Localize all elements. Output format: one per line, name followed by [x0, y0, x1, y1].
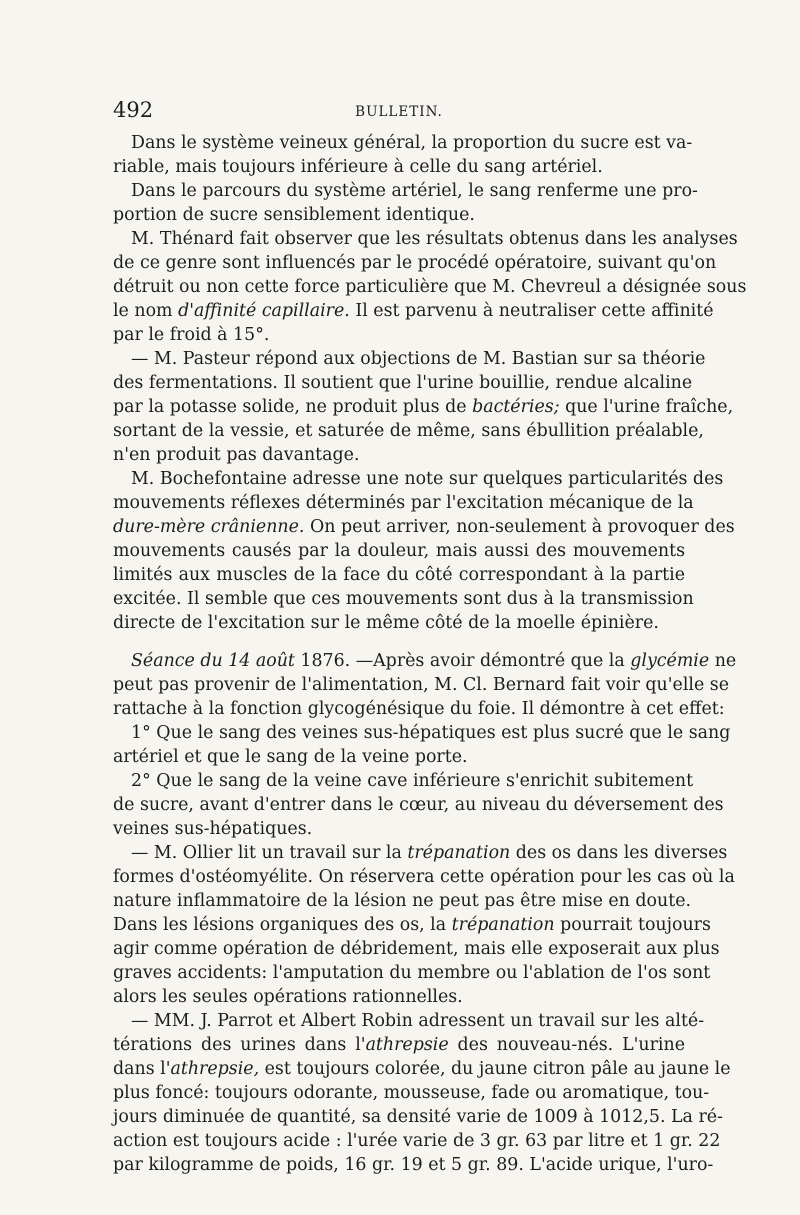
- italic-text: d'affinité capillaire.: [178, 301, 350, 321]
- text-line: [113, 889, 692, 913]
- text-span: mouvements réflexes déterminés par l'excitation mécanique de la: [113, 493, 694, 513]
- text-line: [113, 649, 737, 673]
- text-span: jours diminuée de quantité, sa densité varie de 1009 à 1012,5. La ré-: [113, 1107, 723, 1127]
- text-span: excitée. Il semble que ces mouvements sont dus à la transmission: [113, 589, 694, 609]
- text-span: nature inflammatoire de la lésion ne peut pas être mise en doute.: [113, 891, 692, 911]
- text-span: des fermentations. Il soutient que l'urine bouillie, rendue alcaline: [113, 373, 693, 393]
- text-span: veines sus-hépatiques.: [113, 819, 313, 839]
- text-line: [113, 985, 685, 1009]
- text-line: [113, 587, 694, 611]
- italic-text: glycémie: [630, 651, 710, 671]
- text-span: est toujours colorée, du jaune citron pâle au jaune le: [259, 1059, 731, 1079]
- text-line: [113, 539, 685, 563]
- text-line: [113, 611, 685, 635]
- text-span: de sucre, avant d'entrer dans le cœur, au niveau du déversement des: [113, 795, 724, 815]
- text-span: 2° Que le sang de la veine cave inférieure s'enrichit subitement: [131, 771, 694, 791]
- text-line: [113, 299, 714, 323]
- text-line: [113, 371, 693, 395]
- text-span: riable, mais toujours inférieure à celle du sang artériel.: [113, 157, 603, 177]
- text-span: détruit ou non cette force particulière que M. Chevreul a désignée sous: [113, 277, 747, 297]
- running-title: BULLETIN.: [355, 104, 443, 120]
- text-line: [113, 491, 694, 515]
- text-span: limités aux muscles de la face du côté correspondant à la partie: [113, 565, 685, 585]
- text-line: [113, 721, 731, 745]
- text-line: [113, 563, 685, 587]
- text-line: [113, 251, 717, 275]
- page-header: [113, 98, 685, 126]
- text-line: [113, 1129, 721, 1153]
- italic-text: bactéries;: [472, 397, 560, 417]
- text-line: [113, 1057, 731, 1081]
- text-line: [113, 841, 728, 865]
- text-line: [113, 1153, 714, 1177]
- text-line: [113, 913, 711, 937]
- text-line: [113, 1081, 710, 1105]
- text-line: [113, 865, 735, 889]
- text-span: Dans le parcours du système artériel, le sang renferme une pro-: [131, 181, 698, 201]
- text-span: — MM. J. Parrot et Albert Robin adressent un travail sur les alté-: [131, 1011, 705, 1031]
- text-span: par la potasse solide, ne produit plus de: [113, 397, 473, 417]
- text-line: [113, 179, 698, 203]
- text-span: de ce genre sont influencés par le procédé opératoire, suivant qu'on: [113, 253, 717, 273]
- text-span: n'en produit pas davantage.: [113, 445, 360, 465]
- text-line: [113, 1009, 705, 1033]
- text-span: des os dans les diverses: [510, 843, 728, 863]
- section-gap: [113, 635, 685, 649]
- text-span: plus foncé: toujours odorante, mousseuse, fade ou aromatique, tou-: [113, 1083, 710, 1103]
- text-span: M. Bochefontaine adresse une note sur quelques particularités des: [131, 469, 724, 489]
- text-line: [113, 419, 704, 443]
- text-line: [113, 323, 685, 347]
- text-span: agir comme opération de débridement, mais elle exposerait aux plus: [113, 939, 720, 959]
- italic-text: dure-mère crânienne.: [113, 517, 305, 537]
- text-span: On peut arriver, non-seulement à provoquer des: [304, 517, 735, 537]
- text-line: [113, 673, 729, 697]
- text-span: — M. Ollier lit un travail sur la: [131, 843, 408, 863]
- text-span: artériel et que le sang de la veine porte.: [113, 747, 468, 767]
- text-span: Il est parvenu à neutraliser cette affinité: [349, 301, 714, 321]
- text-line: [113, 793, 724, 817]
- text-line: [113, 515, 735, 539]
- text-line: [113, 131, 693, 155]
- text-span: Dans le système veineux général, la proportion du sucre est va-: [131, 133, 693, 153]
- italic-text: athrepsie,: [170, 1059, 260, 1079]
- text-span: ne: [709, 651, 737, 671]
- text-span: le nom: [113, 301, 179, 321]
- text-line: [113, 275, 747, 299]
- text-span: 1° Que le sang des veines sus-hépatiques est plus sucré que le sang: [131, 723, 731, 743]
- text-line: [113, 937, 720, 961]
- text-line: [113, 467, 724, 491]
- text-span: dans l': [113, 1059, 171, 1079]
- text-span: — M. Pasteur répond aux objections de M. Bastian sur sa théorie: [131, 349, 706, 369]
- text-line: [113, 203, 685, 227]
- text-span: Dans les lésions organiques des os, la: [113, 915, 452, 935]
- text-span: graves accidents: l'amputation du membre ou l'ablation de l'os sont: [113, 963, 711, 983]
- text-line: [113, 961, 711, 985]
- text-span: 1876. —Après avoir démontré que la: [294, 651, 631, 671]
- text-span: rattache à la fonction glycogénésique du foie. Il démontre à cet effet:: [113, 699, 725, 719]
- text-line: [113, 227, 738, 251]
- text-span: pourrait toujours: [554, 915, 711, 935]
- text-span: que l'urine fraîche,: [559, 397, 734, 417]
- text-span: par kilogramme de poids, 16 gr. 19 et 5 gr. 89. L'acide urique, l'uro-: [113, 1155, 714, 1175]
- text-span: portion de sucre sensiblement identique.: [113, 205, 475, 225]
- italic-text: athrepsie: [365, 1035, 449, 1055]
- text-line: [113, 347, 706, 371]
- text-span: térations des urines dans l': [113, 1035, 366, 1055]
- text-line: [113, 1105, 723, 1129]
- italic-text: Séance du 14 août: [131, 651, 295, 671]
- text-span: sortant de la vessie, et saturée de même, sans ébullition préalable,: [113, 421, 704, 441]
- text-span: mouvements causés par la douleur, mais aussi des mouvements: [113, 541, 685, 561]
- text-line: [113, 697, 725, 721]
- text-span: par le froid à 15°.: [113, 325, 270, 345]
- text-span: des nouveau-nés. L'urine: [448, 1035, 685, 1055]
- text-line: [113, 1033, 685, 1057]
- italic-text: trépanation: [451, 915, 555, 935]
- text-span: directe de l'excitation sur le même côté de la moelle épinière.: [113, 613, 659, 633]
- text-line: [113, 155, 685, 179]
- text-span: alors les seules opérations rationnelles.: [113, 987, 463, 1007]
- text-body: [113, 131, 747, 1177]
- text-line: [113, 817, 685, 841]
- text-line: [113, 395, 734, 419]
- page-number: 492: [113, 98, 154, 122]
- text-span: peut pas provenir de l'alimentation, M. Cl. Bernard fait voir qu'elle se: [113, 675, 729, 695]
- text-span: formes d'ostéomyélite. On réservera cette opération pour les cas où la: [113, 867, 735, 887]
- text-line: [113, 443, 685, 467]
- text-span: action est toujours acide : l'urée varie de 3 gr. 63 par litre et 1 gr. 22: [113, 1131, 721, 1151]
- text-line: [113, 745, 685, 769]
- text-line: [113, 769, 694, 793]
- text-span: M. Thénard fait observer que les résultats obtenus dans les analyses: [131, 229, 738, 249]
- italic-text: trépanation: [407, 843, 511, 863]
